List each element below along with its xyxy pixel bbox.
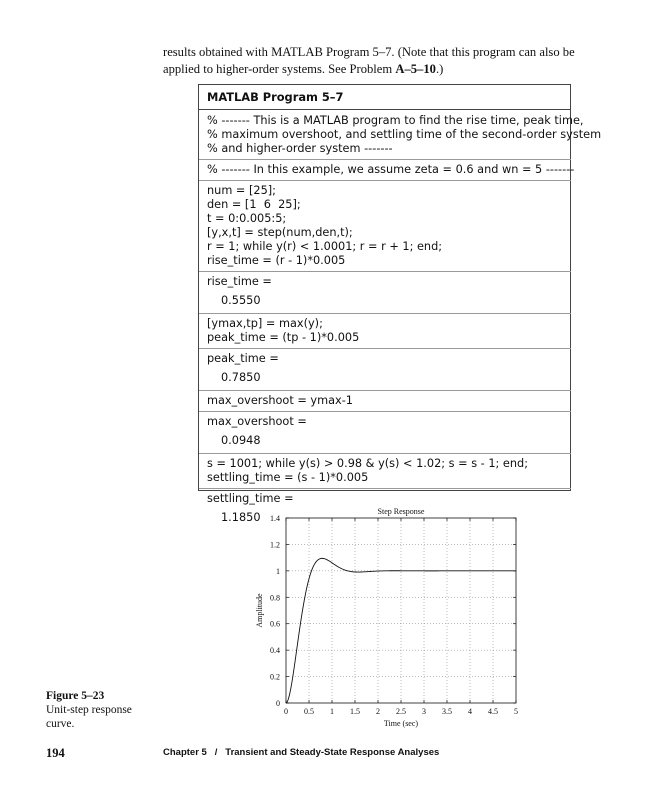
figure-label: Figure 5–23 xyxy=(46,690,105,702)
x-tick-label: 3 xyxy=(422,707,426,716)
x-tick-label: 5 xyxy=(514,707,518,716)
x-tick-label: 4 xyxy=(468,707,472,716)
intro-line-1: results obtained with MATLAB Program 5–7. (Note that this program can also be xyxy=(163,45,575,59)
code-line: rise_time = (r - 1)*0.005 xyxy=(207,254,346,267)
grid xyxy=(286,518,516,703)
code-line: r = 1; while y(r) < 1.0001; r = r + 1; end; xyxy=(207,240,443,253)
x-tick-label: 3.5 xyxy=(442,707,452,716)
chart-title: Step Response xyxy=(377,507,425,516)
x-tick-label: 4.5 xyxy=(488,707,498,716)
code-line: den = [1 6 25]; xyxy=(207,198,301,211)
x-tick-label: 1 xyxy=(330,707,334,716)
x-tick-label: 0.5 xyxy=(304,707,314,716)
output-label: rise_time = xyxy=(207,275,272,288)
code-comment: % ------- This is a MATLAB program to find the rise time, peak time, xyxy=(207,114,584,127)
code-line: [ymax,tp] = max(y); xyxy=(207,317,323,330)
output-label: settling_time = xyxy=(207,492,294,505)
figure-caption xyxy=(46,689,132,731)
code-line: t = 0:0.005:5; xyxy=(207,212,287,225)
program-title: MATLAB Program 5–7 xyxy=(199,85,570,110)
y-tick-label: 1.2 xyxy=(270,540,280,550)
code-line: settling_time = (s - 1)*0.005 xyxy=(207,471,369,484)
x-tick-label: 0 xyxy=(284,707,288,716)
x-tick-label: 2 xyxy=(376,707,380,716)
code-line: peak_time = (tp - 1)*0.005 xyxy=(207,331,360,344)
output-value: 0.0948 xyxy=(221,434,261,447)
code-comment: % and higher-order system ------- xyxy=(207,142,393,155)
y-tick-label: 0.2 xyxy=(270,672,280,682)
code-comment: % ------- In this example, we assume zeta = 0.6 and wn = 5 ------- xyxy=(207,163,575,176)
problem-reference: A–5–10 xyxy=(395,62,436,76)
code-line: num = [25]; xyxy=(207,184,276,197)
y-tick-label: 1 xyxy=(276,566,280,576)
x-axis-label: Time (sec) xyxy=(383,719,419,728)
y-tick-label: 0.8 xyxy=(270,593,280,603)
y-tick-label: 0 xyxy=(276,699,280,708)
x-tick-label: 1.5 xyxy=(350,707,360,716)
output-label: peak_time = xyxy=(207,352,279,365)
page-number: 194 xyxy=(46,746,65,760)
y-tick-labels xyxy=(270,514,280,708)
code-line: s = 1001; while y(s) > 0.98 & y(s) < 1.02; s = s - 1; end; xyxy=(207,457,529,470)
caption-line: curve. xyxy=(46,718,75,730)
step-response-curve xyxy=(286,558,516,703)
y-tick-label: 0.4 xyxy=(270,646,280,656)
code-line: max_overshoot = ymax-1 xyxy=(207,394,353,407)
x-tick-label: 2.5 xyxy=(396,707,406,716)
code-line: [y,x,t] = step(num,den,t); xyxy=(207,226,353,239)
output-value: 1.1850 xyxy=(221,511,261,524)
x-tick-labels xyxy=(284,707,518,716)
output-value: 0.5550 xyxy=(221,294,261,307)
output-label: max_overshoot = xyxy=(207,415,307,428)
y-tick-label: 1.4 xyxy=(270,514,280,523)
y-axis-label: Amplitude xyxy=(255,593,264,628)
running-footer: Chapter 5 / Transient and Steady-State Response Analyses xyxy=(163,747,440,758)
output-value: 0.7850 xyxy=(221,371,261,384)
intro-line-2: applied to higher-order systems. See Problem A–5–10.) xyxy=(163,62,444,76)
code-comment: % maximum overshoot, and settling time of the second-order system xyxy=(207,128,602,141)
caption-line: Unit-step response xyxy=(46,704,132,716)
y-tick-label: 0.6 xyxy=(270,619,280,629)
